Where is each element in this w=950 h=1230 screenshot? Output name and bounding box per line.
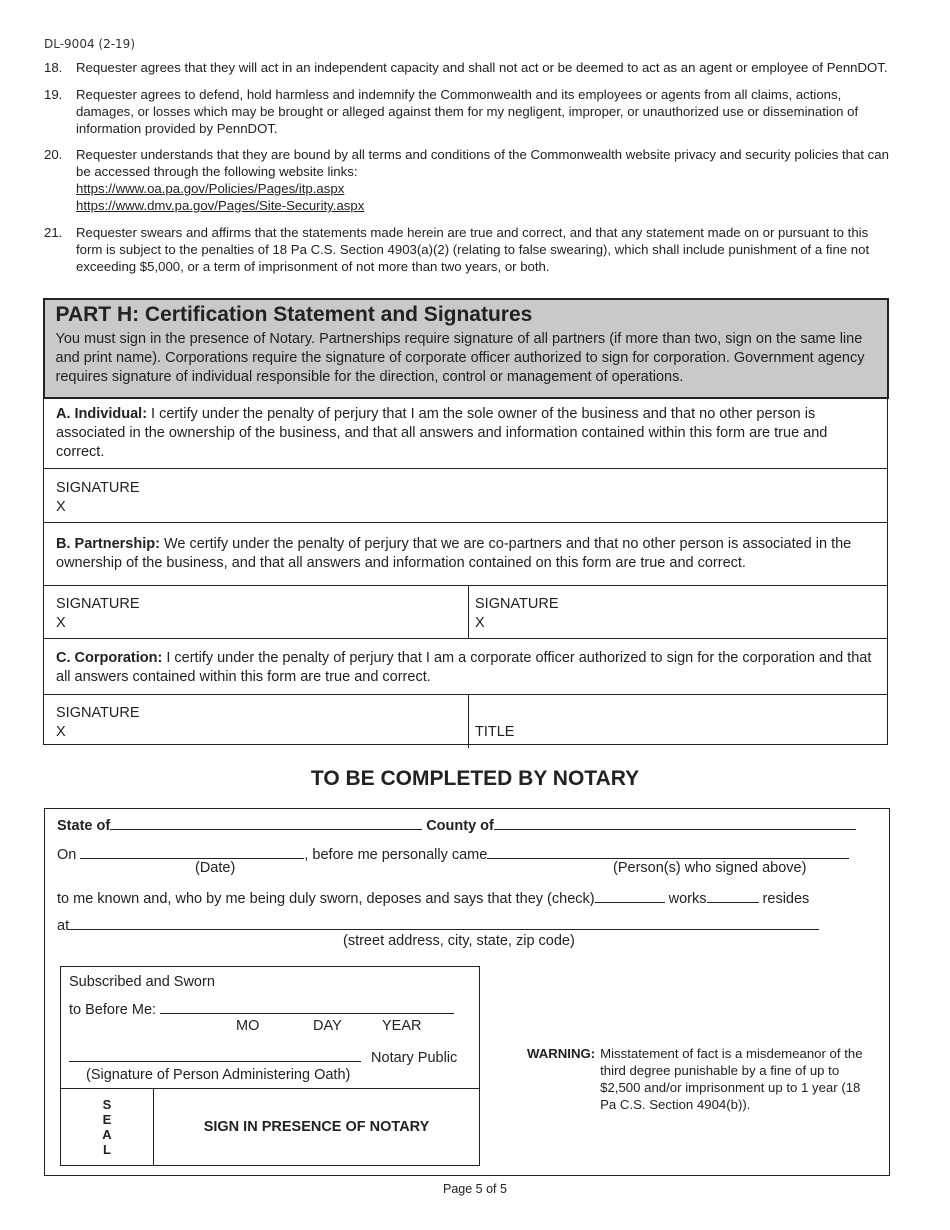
term-item <box>44 224 892 275</box>
before-me-label: , before me personally came <box>304 847 488 863</box>
part-h-title: PART H: Certification Statement and Signatures <box>55 302 533 326</box>
corporation-signature-field[interactable] <box>44 695 468 748</box>
term-text: Requester swears and affirms that the statements made herein are true and correct, and that any statement made on or pursuant to this form is subject to the penalties of 18 Pa C.S. Section 4903(a)(2) (relating to false swearing), which shall include punishment of a fine not exceeding $5,000, or a term of imprisonment of not more than two years, or both. <box>76 224 870 274</box>
date-caption: (Date) <box>195 860 236 876</box>
persons-caption: (Person(s) who signed above) <box>613 860 807 876</box>
address-line <box>57 916 819 934</box>
county-of-label: County of <box>426 818 494 834</box>
state-of-label: State of <box>57 818 111 834</box>
individual-text: I certify under the penalty of perjury that I am the sole owner of the business and that no other person is associated in the ownership of the business, and that all answers and information contained within this form are true and correct. <box>56 406 828 460</box>
sworn-box <box>60 966 480 1166</box>
term-item <box>44 146 892 214</box>
seal-letter: A <box>102 1127 112 1142</box>
seal-letter: E <box>102 1112 112 1127</box>
corporation-signature-row <box>44 694 887 748</box>
partnership-text: We certify under the penalty of perjury that we are co-partners and that no other person is associated in the ownership of the business, and that all answers and information contained on this form are true and correct. <box>56 536 852 571</box>
individual-signature-field[interactable] <box>44 468 887 522</box>
term-item <box>44 86 892 137</box>
notary-signature-input[interactable] <box>69 1048 361 1062</box>
before-me-line <box>69 1000 454 1018</box>
mo-caption: MO <box>236 1018 260 1034</box>
seal-letter: S <box>102 1097 112 1112</box>
on-label: On <box>57 847 77 863</box>
term-text: Requester understands that they are bound by all terms and conditions of the Commonwealth website privacy and security policies that can be accessed through the following website links: <box>76 147 889 179</box>
form-id: DL-9004 (2-19) <box>44 37 135 51</box>
resides-check-input[interactable] <box>707 889 759 903</box>
notary-public-line <box>69 1048 457 1066</box>
date-input[interactable] <box>80 845 304 859</box>
partner-2-signature-field[interactable] <box>468 586 887 638</box>
term-item <box>44 59 892 76</box>
address-caption: (street address, city, state, zip code) <box>343 933 575 949</box>
state-input[interactable] <box>110 816 422 830</box>
notary-section <box>44 808 890 1176</box>
term-number: 21. <box>44 224 63 240</box>
persons-input[interactable] <box>487 845 849 859</box>
sworn-date-input[interactable] <box>160 1000 454 1014</box>
title-label: TITLE <box>475 724 515 740</box>
warning-notice <box>527 1045 872 1113</box>
part-h-description: You must sign in the presence of Notary. Partnerships require signature of all partners (if more than two, sign on the same line and print name). Corporations require the signature of corporate officer authorized to sign for corporation. Government agency requires signature of individual responsible for the direction, control or management of operations. <box>55 330 865 385</box>
term-number: 20. <box>44 147 63 162</box>
individual-label: A. Individual: <box>56 406 148 422</box>
corporation-label: C. Corporation: <box>56 650 163 666</box>
signature-mark: X <box>56 499 66 515</box>
known-text: to me known and, who by me being duly sworn, deposes and says that they (check) <box>57 891 595 907</box>
signature-label: SIGNATURE <box>56 705 140 721</box>
county-input[interactable] <box>494 816 856 830</box>
notary-heading: TO BE COMPLETED BY NOTARY <box>310 767 640 790</box>
term-number: 18. <box>44 60 63 75</box>
terms-list <box>44 59 892 284</box>
at-label: at <box>57 918 70 934</box>
partnership-label: B. Partnership: <box>56 536 160 552</box>
part-h-section <box>43 298 888 745</box>
works-check-input[interactable] <box>595 889 665 903</box>
subscribed-label: Subscribed and Sworn <box>69 974 215 990</box>
term-text: Requester agrees to defend, hold harmless and indemnify the Commonwealth and its employees or agents from all claims, actions, damages, or losses which may be brought or alleged against them for my negligent, improper, or unauthorized use or dissemination of information provided by PennDOT. <box>76 86 859 136</box>
partner-1-signature-field[interactable] <box>44 586 468 638</box>
corporation-title-field[interactable] <box>468 695 887 748</box>
corporation-text: I certify under the penalty of perjury that I am a corporate officer authorized to sign for the corporation and that all answers contained within this form are true and correct. <box>56 650 872 685</box>
resides-label: resides <box>762 891 810 907</box>
state-county-line <box>57 816 856 834</box>
seal-area <box>61 1089 154 1165</box>
signature-mark: X <box>56 724 66 740</box>
warning-text: Misstatement of fact is a misdemeanor of the third degree punishable by a fine of up to $2,500 and/or imprisonment up to 1 year (18 Pa C.S. Section 4904(b)). <box>600 1046 863 1112</box>
warning-label: WARNING: <box>527 1046 596 1061</box>
sig-admin-caption: (Signature of Person Administering Oath) <box>86 1067 351 1083</box>
privacy-policy-link[interactable]: https://www.oa.pa.gov/Policies/Pages/itp.aspx <box>76 181 345 196</box>
known-line <box>57 889 809 907</box>
year-caption: YEAR <box>382 1018 422 1034</box>
term-number: 19. <box>44 86 63 102</box>
sign-in-presence-label: SIGN IN PRESENCE OF NOTARY <box>203 1119 430 1135</box>
page-number: Page 5 of 5 <box>443 1182 507 1196</box>
corporation-certification <box>44 638 887 694</box>
term-body <box>76 146 892 214</box>
signature-mark: X <box>475 615 485 631</box>
signature-label: SIGNATURE <box>56 596 140 612</box>
term-text: Requester agrees that they will act in an independent capacity and shall not act or be deemed to act as an agent or employee of PennDOT. <box>76 60 888 75</box>
seal-row <box>61 1088 479 1165</box>
partnership-signature-row <box>44 585 887 638</box>
site-security-link[interactable]: https://www.dmv.pa.gov/Pages/Site-Security.aspx <box>76 198 365 213</box>
notary-public-label: Notary Public <box>371 1050 458 1066</box>
signature-label: SIGNATURE <box>56 480 140 496</box>
signature-label: SIGNATURE <box>475 596 559 612</box>
seal-letter: L <box>103 1142 111 1157</box>
address-input[interactable] <box>69 916 819 930</box>
day-caption: DAY <box>313 1018 342 1034</box>
signature-mark: X <box>56 615 66 631</box>
part-h-header <box>43 298 889 399</box>
individual-certification <box>44 397 887 468</box>
to-before-me-label: to Before Me: <box>69 1002 157 1018</box>
works-label: works <box>668 891 707 907</box>
partnership-certification <box>44 522 887 585</box>
